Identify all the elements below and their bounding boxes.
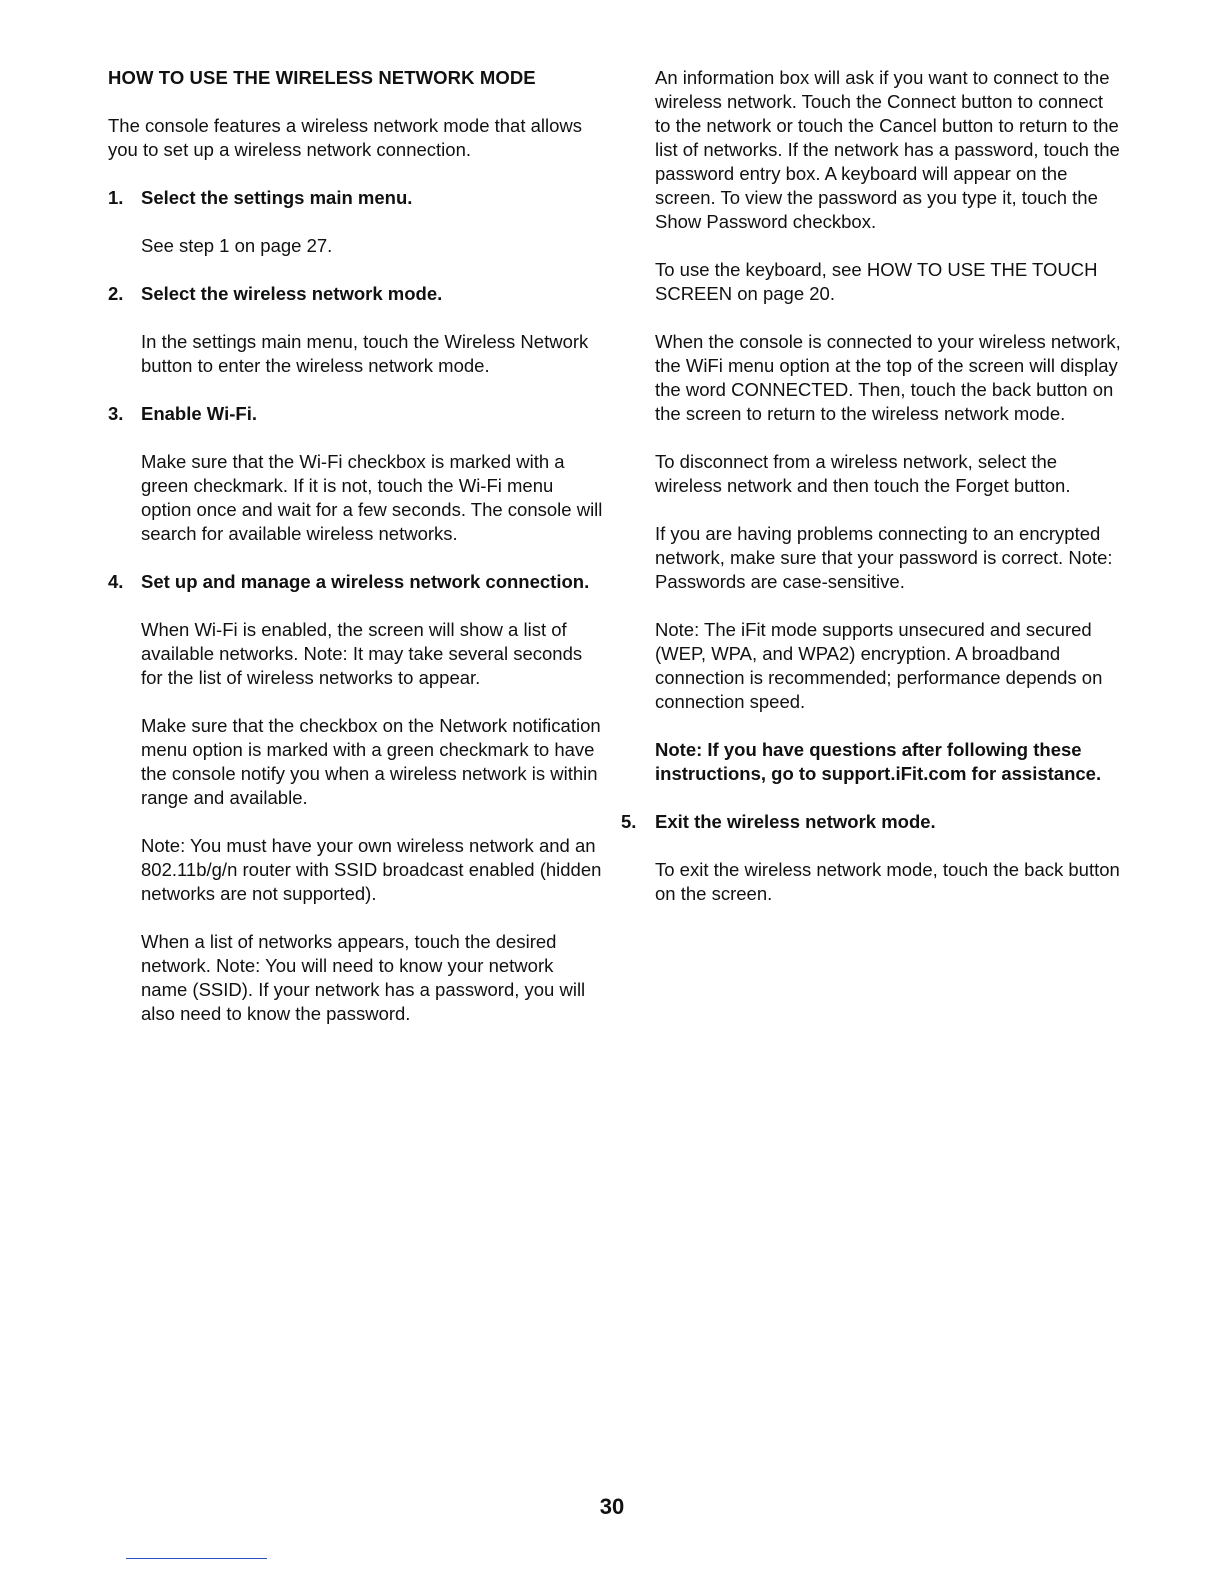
step-paragraph: In the settings main menu, touch the Wireless Network button to enter the wireless network mode. [141, 331, 589, 376]
right-column [621, 66, 1121, 930]
footer-rule [126, 1558, 267, 1559]
step-paragraph: Note: You must have your own wireless network and an 802.11b/g/n router with SSID broadcast enabled (hidden networks are not supported). [141, 835, 602, 904]
step-number: 4. [108, 571, 124, 592]
page-number: 30 [599, 1494, 625, 1519]
step-paragraph: Make sure that the Wi-Fi checkbox is marked with a green checkmark. If it is not, touch the Wi-Fi menu option once and wait for a few seconds. The console will search for available wireless networks. [141, 451, 603, 544]
body-paragraph: Note: The iFit mode supports unsecured and secured (WEP, WPA, and WPA2) encryption. A broadband connection is recommended; performance depends on connection speed. [655, 619, 1103, 712]
step-number: 5. [621, 811, 637, 832]
step-5 [621, 810, 1121, 906]
body-paragraph: To disconnect from a wireless network, select the wireless network and then touch the Forget button. [655, 451, 1071, 496]
step-paragraph: See step 1 on page 27. [141, 235, 333, 256]
left-column [108, 66, 603, 1050]
step-title: Exit the wireless network mode. [655, 811, 936, 832]
body-paragraph: If you are having problems connecting to an encrypted network, make sure that your password is correct. Note: Passwords are case-sensitive. [655, 523, 1113, 592]
step-title: Set up and manage a wireless network connection. [141, 571, 590, 592]
step-number: 3. [108, 403, 124, 424]
body-paragraph: To use the keyboard, see HOW TO USE THE TOUCH SCREEN on page 20. [655, 259, 1098, 304]
step-2 [108, 282, 603, 378]
step-1 [108, 186, 603, 258]
body-paragraph: An information box will ask if you want to connect to the wireless network. Touch the Connect button to connect to the network or touch the Cancel button to return to the list of networks. If the network has a password, touch the password entry box. A keyboard will appear on the screen. To view the password as you type it, touch the Show Password checkbox. [655, 67, 1120, 232]
step-title: Select the wireless network mode. [141, 283, 443, 304]
step-title: Select the settings main menu. [141, 187, 413, 208]
step-paragraph: To exit the wireless network mode, touch the back button on the screen. [655, 859, 1120, 904]
section-heading: HOW TO USE THE WIRELESS NETWORK MODE [108, 67, 536, 88]
step-number: 1. [108, 187, 124, 208]
step-4 [108, 570, 603, 1026]
step-paragraph: Make sure that the checkbox on the Network notification menu option is marked with a green checkmark to have the console notify you when a wireless network is within range and available. [141, 715, 601, 808]
step-paragraph: When a list of networks appears, touch the desired network. Note: You will need to know your network name (SSID). If your network has a password, you will also need to know the password. [141, 931, 586, 1024]
body-paragraph: When the console is connected to your wireless network, the WiFi menu option at the top of the screen will display the word CONNECTED. Then, touch the back button on the screen to return to the wireless network mode. [655, 331, 1121, 424]
intro-paragraph: The console features a wireless network mode that allows you to set up a wireless network connection. [108, 115, 583, 160]
support-note: Note: If you have questions after following these instructions, go to support.iFit.com for assistance. [655, 739, 1102, 784]
step-title: Enable Wi-Fi. [141, 403, 257, 424]
step-paragraph: When Wi-Fi is enabled, the screen will show a list of available networks. Note: It may take several seconds for the list of wireless networks to appear. [141, 619, 583, 688]
step-3 [108, 402, 603, 546]
step-number: 2. [108, 283, 124, 304]
